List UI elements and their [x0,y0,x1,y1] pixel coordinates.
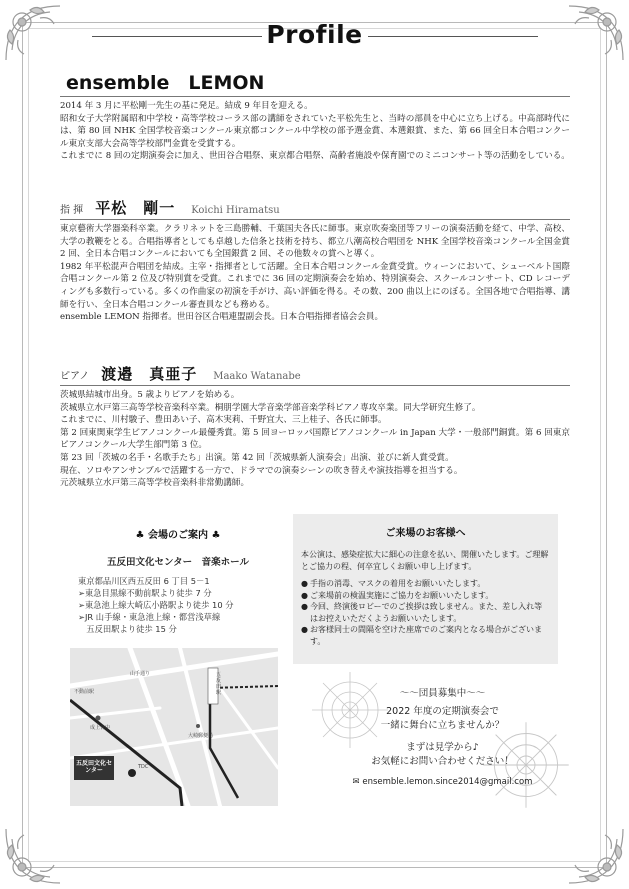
corner-ornament-bottom-left [0,799,90,889]
map-label-tdc: TDC [138,764,149,770]
conductor-roman-name: Koichi Hiramatsu [191,205,280,216]
bullet-icon: ● [301,625,308,634]
email-address[interactable]: ensemble.lemon.since2014@gmail.com [362,777,533,787]
pianist-name: 渡邉 真亜子 [101,365,198,383]
ensemble-paragraph: 2014 年 3 月に平松剛一先生の基に発足。結成 9 年目を迎える。 [60,101,313,111]
map-label-fudomae: 不動前駅 [74,689,95,695]
map-label-school: 成上台中 [90,725,111,731]
venue-line: ➢JR 山手線・東急池上線・都営浅草線 [78,612,221,622]
venue-map [70,648,278,806]
notice-item-text: 手指の消毒、マスクの着用をお願いいたします。 [310,579,486,588]
notice-item-text: ご来場前の検温実施にご協力をお願いいたします。 [310,590,494,600]
conductor-paragraph: 東京藝術大学器楽科卒業。クラリネットを三島勝輔、千葉国夫各氏に師事。東京吹奏楽団等フリーの演奏活動を経て、中学、高校、大学の教鞭をとる。合唱指導者としても卓越した信条と技術を持ち、都立八潮高校合唱団を NHK 全国学校音楽コンクール全国金賞 2 回、全日本合唱コンクールにおいても全国銀賞 2 回、その他数々の賞へと導く。 [60,224,570,260]
corner-ornament-bottom-right [539,799,629,889]
notice-item [301,601,550,624]
member-recruitment [320,670,565,810]
notice-item-text: 今回、終演後ロビーでのご挨拶は致しません。また、差し入れ等はお控えいただくようお願いいたします。 [310,602,543,623]
page-title: Profile [266,20,363,49]
note-icon: ♣ [135,530,145,541]
venue-info [78,526,278,635]
pianist-paragraph: 現在、ソロやアンサンブルで活躍する一方で、ドラマでの演奏シーンの吹き替えや演技指導を担当する。 [60,465,463,476]
notice-item [301,624,550,647]
conductor-paragraph: 1982 年平松混声合唱団を結成。主宰・指揮者として活躍。全日本合唱コンクール金賞受賞。ウィーンにおいて、シューベルト国際合唱コンクール第 2 位及び特別賞を受賞。これまでに 36 回の定期演奏会を始め、特別演奏会、スクールコンサート、CD レコーディングも多数行っている。多くの作曲家の初演を手がけ、高い評価を得る。その数、200 曲以上にのぼる。全国各地で合唱指導、講師を行い、全日本合唱コンクール審査員なども務める。 [60,261,570,310]
recruit-email[interactable] [320,777,565,787]
bullet-icon: ● [301,602,308,611]
pianist-paragraph: 第 23 回「茨城の名手・名歌手たち」出演。第 42 回「茨城県新人演奏会」出演、並びに新人賞受賞。 [60,452,454,463]
recruit-line: 2022 年度の定期演奏会で [386,706,499,717]
mail-icon: ✉ [352,777,360,787]
pianist-paragraph: 茨城県結城市出身。5 歳よりピアノを始める。 [60,390,240,400]
pianist-paragraph: 元茨城県立水戸第三高等学校音楽科非常勤講師。 [60,478,250,489]
ensemble-name: ensemble LEMON [66,72,265,94]
pianist-role: ピアノ [60,371,90,382]
venue-line: ➢東急池上線大崎広小路駅より徒歩 10 分 [78,600,234,610]
venue-name: 五反田文化センター 音楽ホール [107,557,249,568]
pianist-body [60,389,570,490]
recruit-line: まずは見学から♪ [406,742,479,753]
audience-notice [293,514,558,664]
map-label-station: 五反田駅 [216,672,222,696]
recruit-line: お気軽にお問い合わせください！ [371,756,514,767]
ensemble-paragraph: これまでに 8 回の定期演奏会に加え、世田谷合唱祭、東京都合唱祭、高齢者施設や保育園でのミニコンサート等の活動をしている。 [60,151,570,162]
venue-line: 東京都品川区西五反田 6 丁目 5－1 [78,576,210,586]
map-label-office: 大崎郵便局 [188,733,214,739]
notice-intro: 本公演は、感染症拡大に細心の注意を払い、開催いたします。ご理解とご協力の程、何卒宜しくお願い申し上げます。 [301,550,549,571]
notice-item [301,578,550,590]
notice-heading: ご来場のお客様へ [385,528,466,539]
notice-item [301,590,550,602]
recruit-line: 一緒に舞台に立ちませんか？ [380,720,505,731]
ensemble-section [60,68,570,163]
venue-heading [78,526,278,541]
pianist-header [60,363,570,386]
conductor-name: 平松 剛一 [95,199,176,217]
venue-heading-text: 会場のご案内 [148,530,208,541]
conductor-role: 指 揮 [60,205,84,216]
notice-item-text: お客様同士の間隔を空けた座席でのご案内となる場合がございます。 [310,625,542,646]
pianist-paragraph: これまでに、川村駿子、豊田あい子、高木実莉、千野宜大、三上桂子、各氏に師事。 [60,415,387,426]
conductor-body [60,223,570,324]
ensemble-paragraph: 昭和女子大学附属昭和中学校・高等学校コーラス部の講師をされていた平松先生と、当時の部員を中心に立ち上げる。中高部時代には、第 80 回 NHK 全国学校音楽コンクール東京都コンクール中学校の部予選金賞、本選銀賞、また、第 66 回全日本合唱コンクール東京支部大会高等学校部門金賞を受賞する。 [60,113,570,149]
recruit-contact-prompt [320,741,565,769]
note-icon: ♣ [211,530,221,541]
bullet-icon: ● [301,590,308,600]
pianist-section [60,363,570,490]
venue-address [78,575,278,635]
notice-list [301,578,550,647]
venue-line: ➢東急目黒線不動前駅より徒歩 7 分 [78,588,212,598]
pianist-paragraph: 第 2 回東関東学生ピアノコンクール最優秀賞。第 5 回ヨーロッパ国際ピアノコンクール in Japan 大学・一般部門銅賞。第 6 回東京ピアノコンクール大学生部門第 3 位。 [60,427,570,451]
conductor-section [60,197,570,324]
map-label-road: 山手通り [130,671,151,677]
map-label-building: 五反田文化センター [76,760,113,774]
pianist-roman-name: Maako Watanabe [213,371,301,382]
conductor-paragraph: ensemble LEMON 指揮者。世田谷区合唱連盟副会長。日本合唱指揮者協会会員。 [60,312,384,323]
venue-line: 五反田駅より徒歩 15 分 [78,624,177,634]
recruit-heading: ～～団員募集中～～ [399,688,486,699]
ensemble-header [60,68,570,97]
ensemble-body [60,100,570,163]
pianist-paragraph: 茨城県立水戸第三高等学校音楽科卒業。桐朋学園大学音楽学部音楽学科ピアノ専攻卒業。同大学研究生修了。 [60,402,481,413]
recruit-invite [320,705,565,733]
conductor-header [60,197,570,220]
bullet-icon: ● [301,579,308,588]
